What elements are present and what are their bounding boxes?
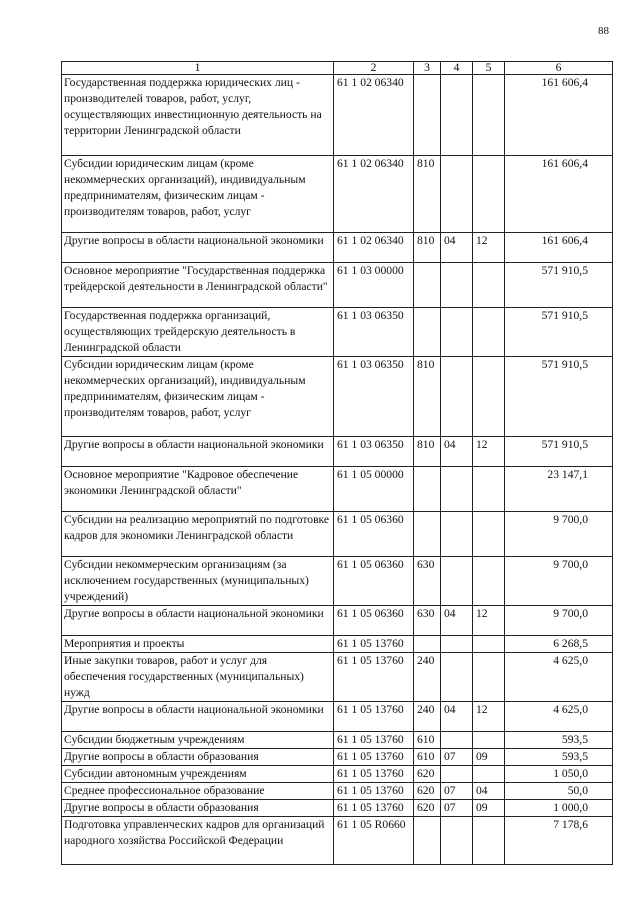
row-vr-cell: 810	[414, 233, 441, 263]
table-row	[62, 800, 613, 817]
row-vr-cell: 240	[414, 702, 441, 732]
row-pr-cell	[473, 156, 505, 233]
row-name-cell: Государственная поддержка организаций, осуществляющих трейдерскую деятельность в Ленинградской области	[62, 308, 334, 357]
row-pr-cell: 09	[473, 749, 505, 766]
table-row	[62, 732, 613, 749]
row-sum-cell: 571 910,5	[505, 263, 613, 308]
row-code-cell: 61 1 05 13760	[334, 783, 414, 800]
table-row	[62, 606, 613, 636]
row-code-cell: 61 1 02 06340	[334, 233, 414, 263]
row-pr-cell	[473, 817, 505, 865]
row-code-cell: 61 1 05 13760	[334, 766, 414, 783]
row-name-cell: Основное мероприятие "Кадровое обеспечение экономики Ленинградской области"	[62, 467, 334, 512]
row-code-cell: 61 1 03 06350	[334, 437, 414, 467]
row-rz-cell	[441, 512, 473, 557]
table-row	[62, 557, 613, 606]
row-pr-cell: 12	[473, 437, 505, 467]
row-sum-cell: 571 910,5	[505, 357, 613, 437]
row-vr-cell: 240	[414, 653, 441, 702]
row-rz-cell: 07	[441, 783, 473, 800]
row-name-cell: Субсидии автономным учреждениям	[62, 766, 334, 783]
budget-table	[61, 61, 613, 865]
table-row	[62, 783, 613, 800]
row-rz-cell	[441, 636, 473, 653]
row-vr-cell	[414, 636, 441, 653]
row-vr-cell: 630	[414, 606, 441, 636]
table-row	[62, 653, 613, 702]
row-rz-cell	[441, 732, 473, 749]
row-name-cell: Иные закупки товаров, работ и услуг для обеспечения государственных (муниципальных) нужд	[62, 653, 334, 702]
row-name-cell: Субсидии на реализацию мероприятий по подготовке кадров для экономики Ленинградской области	[62, 512, 334, 557]
row-sum-cell: 571 910,5	[505, 437, 613, 467]
row-code-cell: 61 1 02 06340	[334, 156, 414, 233]
row-rz-cell: 04	[441, 233, 473, 263]
table-row	[62, 467, 613, 512]
row-name-cell: Субсидии некоммерческим организациям (за исключением государственных (муниципальных) учреждений)	[62, 557, 334, 606]
row-code-cell: 61 1 03 06350	[334, 308, 414, 357]
row-name-cell: Другие вопросы в области образования	[62, 749, 334, 766]
row-name-cell: Подготовка управленческих кадров для организаций народного хозяйства Российской Федерации	[62, 817, 334, 865]
table-row	[62, 512, 613, 557]
header-row	[62, 62, 613, 75]
row-name-cell: Субсидии бюджетным учреждениям	[62, 732, 334, 749]
row-sum-cell: 6 268,5	[505, 636, 613, 653]
header-col-5: 5	[473, 62, 505, 75]
row-rz-cell	[441, 75, 473, 156]
header-col-1: 1	[62, 62, 334, 75]
header-col-3: 3	[414, 62, 441, 75]
table-row	[62, 75, 613, 156]
row-code-cell: 61 1 05 06360	[334, 557, 414, 606]
row-rz-cell	[441, 156, 473, 233]
row-name-cell: Мероприятия и проекты	[62, 636, 334, 653]
row-sum-cell: 571 910,5	[505, 308, 613, 357]
row-rz-cell	[441, 766, 473, 783]
table-row	[62, 766, 613, 783]
table-row	[62, 437, 613, 467]
row-rz-cell: 04	[441, 606, 473, 636]
row-vr-cell	[414, 263, 441, 308]
header-col-6: 6	[505, 62, 613, 75]
row-code-cell: 61 1 03 00000	[334, 263, 414, 308]
row-code-cell: 61 1 05 13760	[334, 702, 414, 732]
row-vr-cell: 610	[414, 732, 441, 749]
row-vr-cell: 810	[414, 357, 441, 437]
row-vr-cell: 810	[414, 437, 441, 467]
row-name-cell: Другие вопросы в области национальной экономики	[62, 437, 334, 467]
table-row	[62, 263, 613, 308]
row-rz-cell: 04	[441, 702, 473, 732]
table-row	[62, 702, 613, 732]
row-name-cell: Государственная поддержка юридических лиц - производителей товаров, работ, услуг, осуществляющих инвестиционную деятельность на территории Ленинградской области	[62, 75, 334, 156]
row-rz-cell: 07	[441, 749, 473, 766]
row-rz-cell: 04	[441, 437, 473, 467]
row-vr-cell	[414, 817, 441, 865]
row-code-cell: 61 1 05 06360	[334, 606, 414, 636]
row-pr-cell	[473, 512, 505, 557]
row-code-cell: 61 1 05 13760	[334, 749, 414, 766]
row-pr-cell	[473, 732, 505, 749]
row-sum-cell: 9 700,0	[505, 606, 613, 636]
row-code-cell: 61 1 05 06360	[334, 512, 414, 557]
table-row	[62, 357, 613, 437]
row-name-cell: Другие вопросы в области образования	[62, 800, 334, 817]
row-sum-cell: 593,5	[505, 749, 613, 766]
row-rz-cell	[441, 308, 473, 357]
row-code-cell: 61 1 03 06350	[334, 357, 414, 437]
row-pr-cell	[473, 636, 505, 653]
row-rz-cell	[441, 263, 473, 308]
row-sum-cell: 161 606,4	[505, 233, 613, 263]
row-name-cell: Субсидии юридическим лицам (кроме некоммерческих организаций), индивидуальным предпринимателям, физическим лицам - производителям товаров, работ, услуг	[62, 357, 334, 437]
table-row	[62, 308, 613, 357]
row-vr-cell	[414, 75, 441, 156]
table-row	[62, 233, 613, 263]
row-name-cell: Другие вопросы в области национальной экономики	[62, 233, 334, 263]
row-pr-cell	[473, 357, 505, 437]
row-sum-cell: 9 700,0	[505, 512, 613, 557]
row-code-cell: 61 1 05 R0660	[334, 817, 414, 865]
row-code-cell: 61 1 05 13760	[334, 732, 414, 749]
table-row	[62, 636, 613, 653]
row-vr-cell	[414, 467, 441, 512]
row-vr-cell: 620	[414, 800, 441, 817]
row-vr-cell: 810	[414, 156, 441, 233]
row-rz-cell	[441, 817, 473, 865]
row-vr-cell	[414, 512, 441, 557]
row-sum-cell: 161 606,4	[505, 156, 613, 233]
row-pr-cell: 12	[473, 702, 505, 732]
row-rz-cell	[441, 653, 473, 702]
row-sum-cell: 7 178,6	[505, 817, 613, 865]
row-pr-cell: 12	[473, 606, 505, 636]
row-code-cell: 61 1 05 13760	[334, 800, 414, 817]
row-name-cell: Субсидии юридическим лицам (кроме некоммерческих организаций), индивидуальным предпринимателям, физическим лицам - производителям товаров, работ, услуг	[62, 156, 334, 233]
row-pr-cell	[473, 766, 505, 783]
row-sum-cell: 9 700,0	[505, 557, 613, 606]
row-code-cell: 61 1 02 06340	[334, 75, 414, 156]
row-sum-cell: 1 050,0	[505, 766, 613, 783]
row-vr-cell: 620	[414, 783, 441, 800]
row-vr-cell: 610	[414, 749, 441, 766]
row-sum-cell: 1 000,0	[505, 800, 613, 817]
header-col-4: 4	[441, 62, 473, 75]
row-sum-cell: 4 625,0	[505, 702, 613, 732]
row-sum-cell: 50,0	[505, 783, 613, 800]
table-row	[62, 749, 613, 766]
row-code-cell: 61 1 05 13760	[334, 653, 414, 702]
row-pr-cell: 09	[473, 800, 505, 817]
row-pr-cell	[473, 653, 505, 702]
row-name-cell: Среднее профессиональное образование	[62, 783, 334, 800]
table-row	[62, 156, 613, 233]
row-name-cell: Другие вопросы в области национальной экономики	[62, 606, 334, 636]
row-rz-cell	[441, 467, 473, 512]
row-name-cell: Другие вопросы в области национальной экономики	[62, 702, 334, 732]
row-sum-cell: 593,5	[505, 732, 613, 749]
row-vr-cell: 620	[414, 766, 441, 783]
row-pr-cell: 12	[473, 233, 505, 263]
row-sum-cell: 4 625,0	[505, 653, 613, 702]
row-sum-cell: 23 147,1	[505, 467, 613, 512]
row-name-cell: Основное мероприятие "Государственная поддержка трейдерской деятельности в Ленинградской области"	[62, 263, 334, 308]
row-code-cell: 61 1 05 13760	[334, 636, 414, 653]
header-col-2: 2	[334, 62, 414, 75]
row-rz-cell: 07	[441, 800, 473, 817]
page-number: 88	[598, 25, 609, 37]
row-code-cell: 61 1 05 00000	[334, 467, 414, 512]
row-pr-cell	[473, 263, 505, 308]
row-sum-cell: 161 606,4	[505, 75, 613, 156]
row-pr-cell: 04	[473, 783, 505, 800]
row-vr-cell: 630	[414, 557, 441, 606]
row-pr-cell	[473, 557, 505, 606]
table-row	[62, 817, 613, 865]
row-rz-cell	[441, 357, 473, 437]
row-pr-cell	[473, 467, 505, 512]
row-rz-cell	[441, 557, 473, 606]
row-vr-cell	[414, 308, 441, 357]
row-pr-cell	[473, 75, 505, 156]
row-pr-cell	[473, 308, 505, 357]
